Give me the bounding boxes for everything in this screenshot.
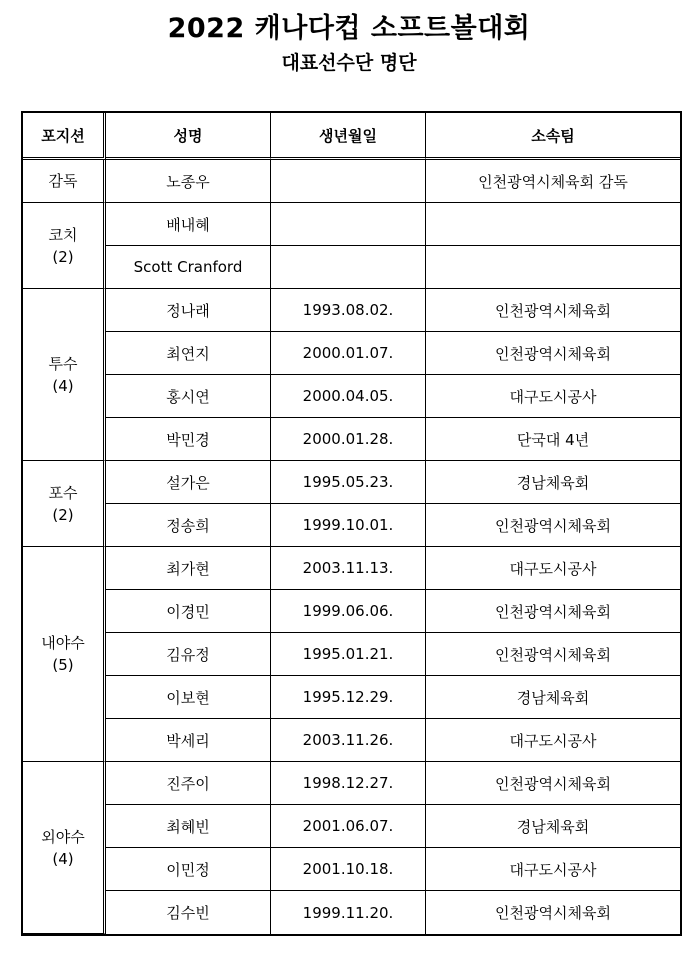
member-team: 경남체육회 — [426, 676, 680, 719]
header-team: 소속팀 — [426, 113, 680, 160]
position-cell — [23, 461, 106, 547]
table-row — [23, 375, 680, 418]
position-count: (4) — [52, 849, 74, 868]
table-row — [23, 719, 680, 762]
member-name: 이민정 — [106, 848, 271, 891]
position-cell — [23, 289, 106, 461]
member-team: 단국대 4년 — [426, 418, 680, 461]
position-count: (2) — [52, 505, 74, 524]
member-team: 인천광역시체육회 — [426, 762, 680, 805]
table-row — [23, 461, 680, 504]
member-team: 대구도시공사 — [426, 547, 680, 590]
member-name: 김유정 — [106, 633, 271, 676]
member-team — [426, 246, 680, 289]
member-birthdate: 2000.01.07. — [271, 332, 426, 375]
member-birthdate: 2001.10.18. — [271, 848, 426, 891]
table-row — [23, 676, 680, 719]
position-label: 포수 — [48, 483, 78, 502]
member-team: 인천광역시체육회 — [426, 633, 680, 676]
position-cell — [23, 203, 106, 289]
member-birthdate: 1993.08.02. — [271, 289, 426, 332]
member-name: 진주이 — [106, 762, 271, 805]
position-label: 투수 — [48, 354, 78, 373]
member-name: 홍시연 — [106, 375, 271, 418]
member-team: 인천광역시체육회 감독 — [426, 160, 680, 203]
member-name: 박민경 — [106, 418, 271, 461]
position-count: (4) — [52, 376, 74, 395]
document-title: 2022 캐나다컵 소프트볼대회 — [167, 13, 531, 44]
table-row — [23, 246, 680, 289]
member-birthdate: 1999.11.20. — [271, 891, 426, 934]
member-name: 김수빈 — [106, 891, 271, 934]
table-row — [23, 203, 680, 246]
header-name: 성명 — [106, 113, 271, 160]
member-birthdate: 2000.04.05. — [271, 375, 426, 418]
member-birthdate: 2000.01.28. — [271, 418, 426, 461]
member-name: 최가현 — [106, 547, 271, 590]
member-team: 경남체육회 — [426, 461, 680, 504]
member-name: 노종우 — [106, 160, 271, 203]
table-row — [23, 547, 680, 590]
member-name: 정송희 — [106, 504, 271, 547]
header-row — [23, 113, 680, 160]
member-birthdate: 2003.11.26. — [271, 719, 426, 762]
member-name: 정나래 — [106, 289, 271, 332]
position-cell — [23, 762, 106, 934]
table-row — [23, 590, 680, 633]
position-count: (5) — [52, 656, 74, 674]
member-name: 배내혜 — [106, 203, 271, 246]
member-birthdate: 1995.05.23. — [271, 461, 426, 504]
member-team: 대구도시공사 — [426, 719, 680, 762]
position-label: 외야수 — [41, 827, 85, 846]
table-row — [23, 332, 680, 375]
table-row — [23, 418, 680, 461]
member-name: 이보현 — [106, 676, 271, 719]
table-row — [23, 805, 680, 848]
member-birthdate: 2001.06.07. — [271, 805, 426, 848]
position-count: (2) — [52, 247, 74, 266]
member-team — [426, 203, 680, 246]
table-row — [23, 633, 680, 676]
member-team: 인천광역시체육회 — [495, 904, 611, 922]
member-team: 경남체육회 — [426, 805, 680, 848]
member-birthdate: 1998.12.27. — [271, 762, 426, 805]
member-team: 대구도시공사 — [426, 848, 680, 891]
position-label: 감독 — [48, 172, 78, 190]
roster-body — [23, 160, 680, 934]
member-name: 박세리 — [106, 719, 271, 762]
member-birthdate — [271, 246, 426, 289]
position-label: 내야수 — [41, 634, 85, 652]
member-team: 인천광역시체육회 — [426, 289, 680, 332]
roster-table — [21, 111, 682, 936]
member-name: 최연지 — [106, 332, 271, 375]
member-name: 이경민 — [106, 590, 271, 633]
table-row — [23, 891, 680, 934]
member-birthdate: 1999.06.06. — [271, 590, 426, 633]
member-birthdate: 1995.12.29. — [271, 676, 426, 719]
member-name: 최혜빈 — [106, 805, 271, 848]
member-team: 인천광역시체육회 — [426, 332, 680, 375]
document-subtitle: 대표선수단 명단 — [281, 52, 417, 74]
member-name: Scott Cranford — [106, 246, 271, 289]
position-cell — [23, 547, 106, 762]
member-name: 설가은 — [106, 461, 271, 504]
position-label: 코치 — [48, 225, 78, 244]
member-team: 대구도시공사 — [426, 375, 680, 418]
member-team: 인천광역시체육회 — [426, 590, 680, 633]
member-birthdate: 1995.01.21. — [271, 633, 426, 676]
header-position: 포지션 — [23, 113, 106, 160]
table-row — [23, 504, 680, 547]
table-row — [23, 289, 680, 332]
table-row — [23, 848, 680, 891]
member-team: 인천광역시체육회 — [426, 504, 680, 547]
header-birth: 생년월일 — [271, 113, 426, 160]
position-cell — [23, 160, 106, 203]
member-birthdate: 1999.10.01. — [271, 504, 426, 547]
member-birthdate — [271, 203, 426, 246]
table-row — [23, 160, 680, 203]
member-birthdate — [271, 160, 426, 203]
member-birthdate: 2003.11.13. — [271, 547, 426, 590]
table-row — [23, 762, 680, 805]
